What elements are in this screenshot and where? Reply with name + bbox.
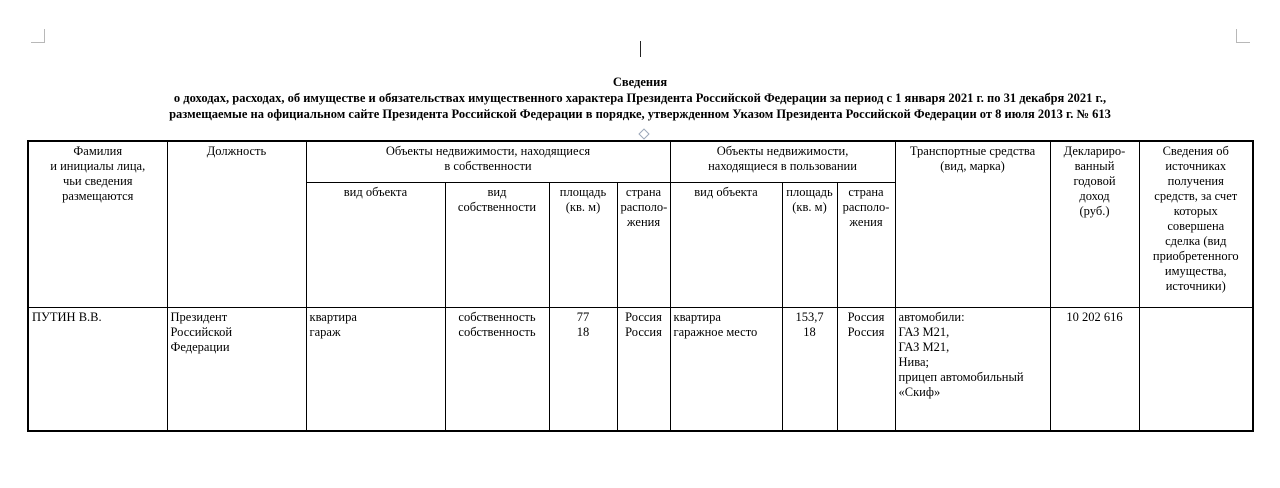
cell-owned-ownership[interactable]: собственность собственность (445, 308, 549, 432)
page-corner-top-left (31, 29, 45, 43)
page-corner-top-right (1236, 29, 1250, 43)
header-owned-country: страна располо- жения (617, 183, 670, 308)
cell-position[interactable]: Президент Российской Федерации (167, 308, 306, 432)
cell-owned-area[interactable]: 77 18 (549, 308, 617, 432)
header-transport: Транспортные средства (вид, марка) (895, 141, 1050, 308)
header-used-property: Объекты недвижимости, находящиеся в пользовании (670, 141, 895, 183)
cell-used-country[interactable]: Россия Россия (837, 308, 895, 432)
table-anchor-icon[interactable] (638, 128, 649, 139)
header-sources: Сведения об источниках получения средств, за счет которых совершена сделка (вид приобретенного имущества, источники) (1139, 141, 1253, 308)
cell-used-area[interactable]: 153,7 18 (782, 308, 837, 432)
declaration-table (27, 140, 1254, 432)
table-row (28, 308, 1253, 432)
heading-subtitle-2: размещаемые на официальном сайте Президента Российской Федерации в порядке, утвержденном Указом Президента Российской Федерации от 8 июля 2013 г. № 613 (169, 107, 1111, 121)
cell-owned-type[interactable]: квартира гараж (306, 308, 445, 432)
header-used-type: вид объекта (670, 183, 782, 308)
header-used-country: страна располо- жения (837, 183, 895, 308)
text-cursor (640, 41, 641, 57)
header-owned-type: вид объекта (306, 183, 445, 308)
header-owned-ownership: вид собственности (445, 183, 549, 308)
heading-subtitle: о доходах, расходах, об имуществе и обязательствах имущественного характера Президента Российской Федерации за период с 1 января 2021 г. по 31 декабря 2021 г., (173, 91, 1107, 105)
document-heading (0, 74, 1280, 122)
header-owned-area: площадь (кв. м) (549, 183, 617, 308)
cell-sources[interactable] (1139, 308, 1253, 432)
cell-used-type[interactable]: квартира гаражное место (670, 308, 782, 432)
header-owned-property: Объекты недвижимости, находящиеся в собственности (306, 141, 670, 183)
header-used-area: площадь (кв. м) (782, 183, 837, 308)
cell-transport[interactable]: автомобили: ГАЗ М21, ГАЗ М21, Нива; прицеп автомобильный «Скиф» (895, 308, 1050, 432)
header-income: Деклариро- ванный годовой доход (руб.) (1050, 141, 1139, 308)
header-position: Должность (167, 141, 306, 308)
heading-title: Сведения (612, 75, 668, 89)
cell-owned-country[interactable]: Россия Россия (617, 308, 670, 432)
cell-income[interactable]: 10 202 616 (1050, 308, 1139, 432)
header-name: Фамилия и инициалы лица, чьи сведения размещаются (28, 141, 167, 308)
header-row (28, 141, 1253, 183)
cell-name[interactable]: ПУТИН В.В. (28, 308, 167, 432)
